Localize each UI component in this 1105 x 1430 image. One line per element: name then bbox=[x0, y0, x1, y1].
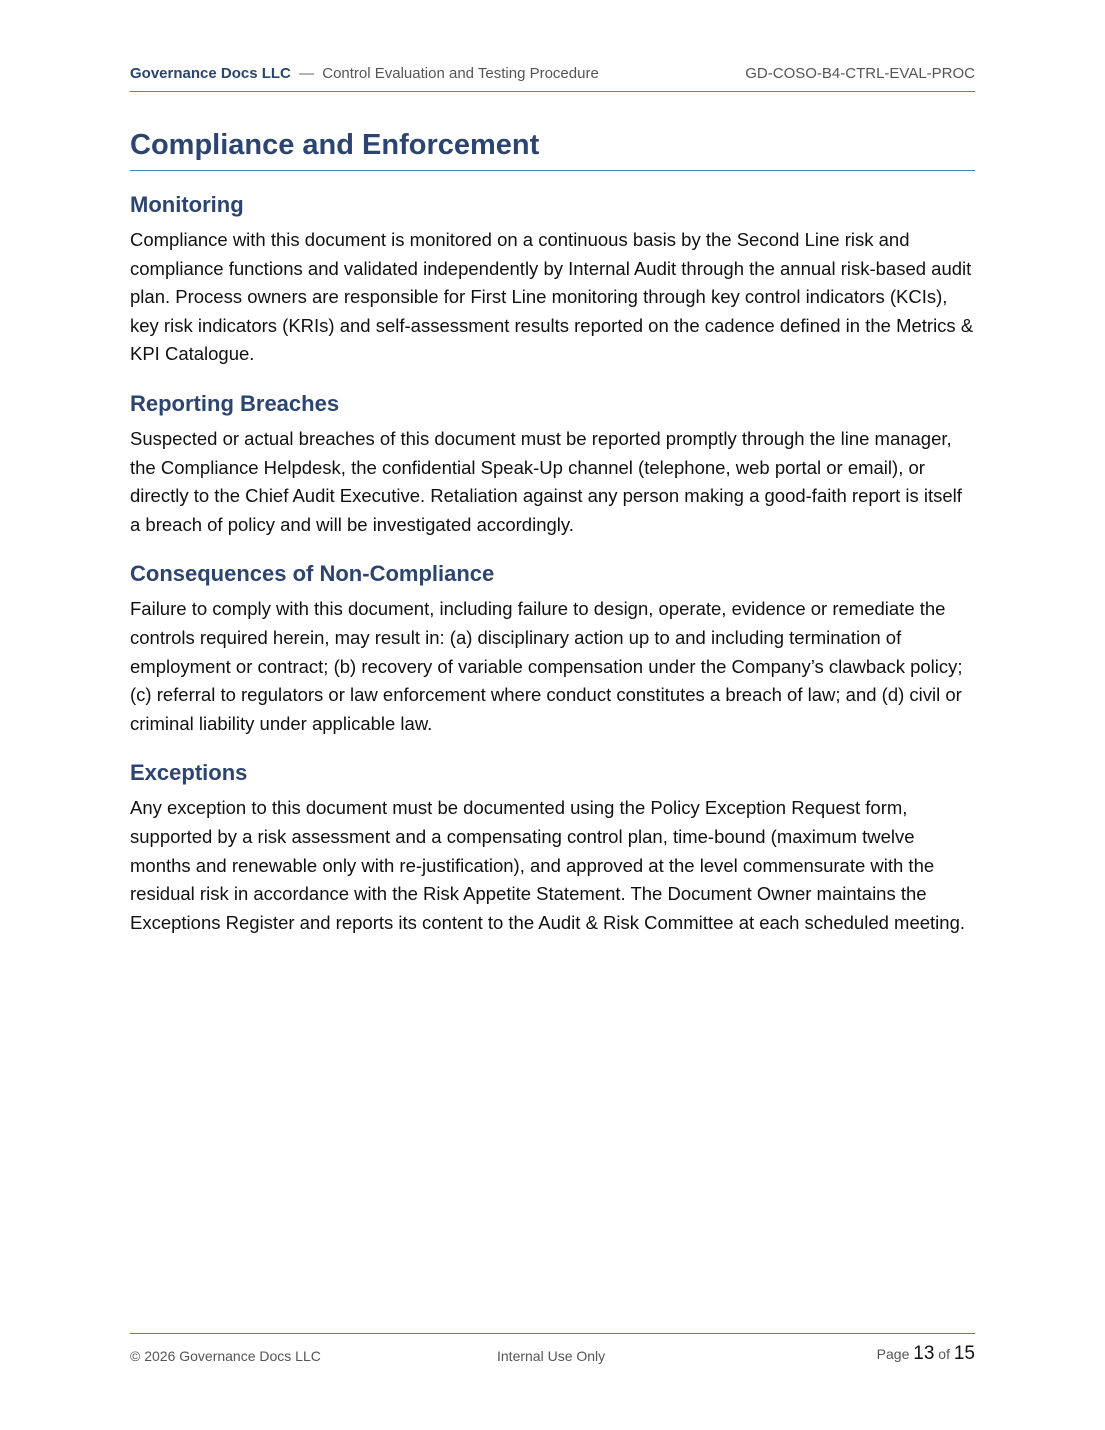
page-label: Page bbox=[876, 1346, 910, 1362]
section-consequences bbox=[130, 561, 975, 738]
main-content bbox=[130, 128, 975, 937]
section-reporting-breaches bbox=[130, 391, 975, 539]
section-heading: Reporting Breaches bbox=[130, 390, 340, 416]
page-footer bbox=[130, 1333, 975, 1374]
document-title: Control Evaluation and Testing Procedure bbox=[322, 65, 599, 82]
section-body: Failure to comply with this document, including failure to design, operate, evidence or remediate the controls required herein, may result in: (a) disciplinary action up to and including termination of employment or contract; (b) recovery of variable compensation under the Company’s clawback policy; (c) referral to regulators or law enforcement where conduct constitutes a breach of law; and (d) civil or criminal liability under applicable law. bbox=[130, 598, 963, 734]
section-heading: Monitoring bbox=[130, 192, 244, 217]
header-separator: — bbox=[299, 65, 315, 82]
section-body: Suspected or actual breaches of this document must be reported promptly through the line manager, the Compliance Helpdesk, the confidential Speak-Up channel (telephone, web portal or email), or directly to the Chief Audit Executive. Retaliation against any person making a good-faith report is itself a breach of policy and will be investigated accordingly. bbox=[130, 427, 962, 535]
page-total: 15 bbox=[953, 1343, 975, 1364]
company-name: Governance Docs LLC bbox=[130, 65, 291, 82]
page-number bbox=[877, 1343, 975, 1365]
page-header bbox=[130, 64, 975, 92]
document-id: GD-COSO-B4-CTRL-EVAL-PROC bbox=[745, 65, 975, 82]
section-body: Any exception to this document must be documented using the Policy Exception Request form, supported by a risk assessment and a compensating control plan, time-bound (maximum twelve months and renewable only with re-justification), and approved at the level commensurate with the residual risk in accordance with the Risk Appetite Statement. The Document Owner maintains the Exceptions Register and reports its content to the Audit & Risk Committee at each scheduled meeting. bbox=[130, 797, 965, 933]
section-body: Compliance with this document is monitored on a continuous basis by the Second Line risk and compliance functions and validated independently by Internal Audit through the annual risk-based audit plan. Process owners are responsible for First Line monitoring through key control indicators (KCIs), key risk indicators (KRIs) and self-assessment results reported on the cadence defined in the Metrics & KPI Catalogue. bbox=[130, 229, 974, 365]
copyright: © 2026 Governance Docs LLC bbox=[130, 1348, 321, 1364]
section-monitoring bbox=[130, 192, 975, 369]
classification-label: Internal Use Only bbox=[497, 1348, 606, 1364]
page-current: 13 bbox=[913, 1343, 935, 1364]
page-of: of bbox=[938, 1346, 950, 1362]
section-heading: Consequences of Non-Compliance bbox=[130, 561, 495, 587]
page-title: Compliance and Enforcement bbox=[130, 128, 975, 171]
section-heading: Exceptions bbox=[130, 760, 248, 786]
section-exceptions bbox=[130, 760, 975, 937]
header-left bbox=[130, 65, 599, 82]
